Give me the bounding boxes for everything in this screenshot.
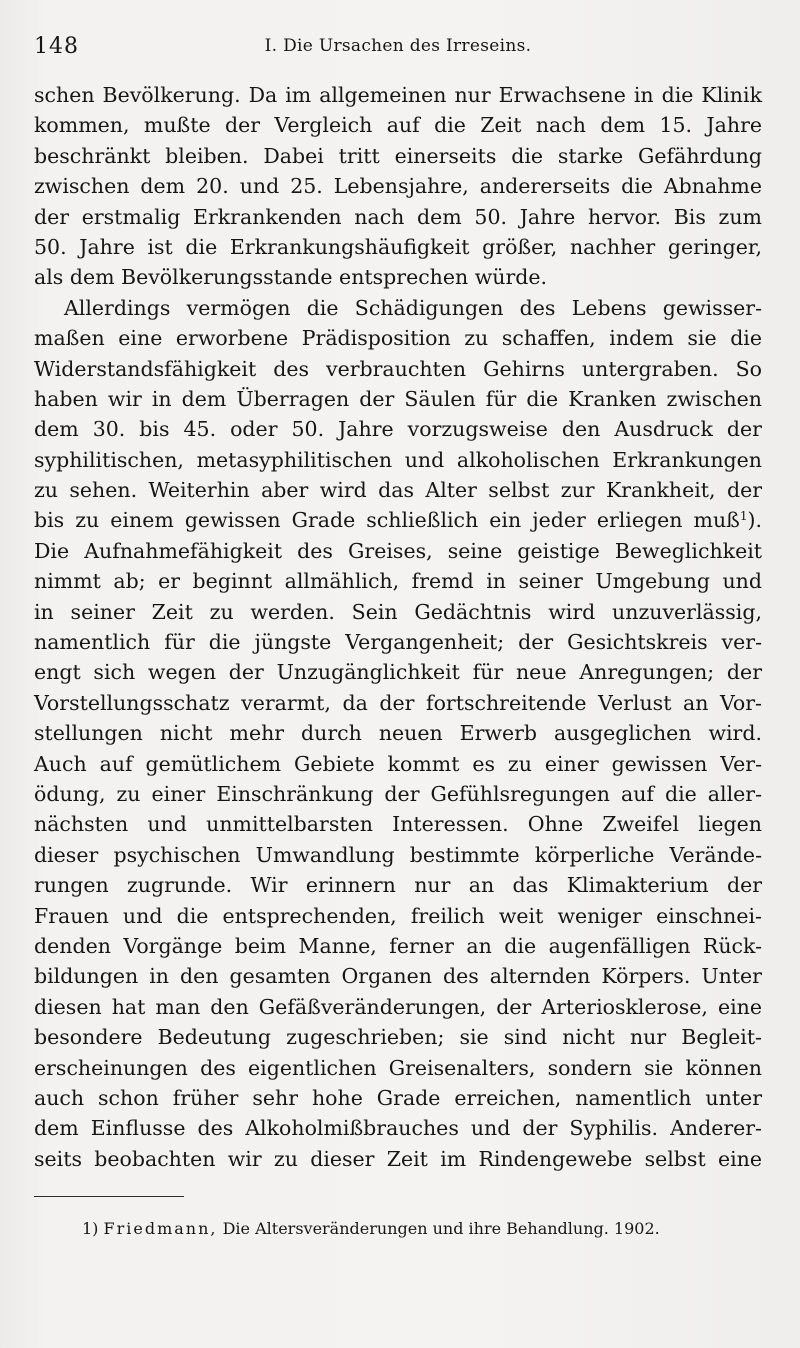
text-line [34,840,762,870]
text-line [34,505,762,535]
text-line-content: kommen, mußte der Vergleich auf die Zeit nach dem 15. Jahre [34,113,762,138]
text-line-content: namentlich für die jüngste Vergangenheit; der Gesichtskreis ver- [34,630,762,655]
text-line [34,293,762,323]
text-line-content: in seiner Zeit zu werden. Sein Gedächtnis wird unzuverlässig, [34,599,762,624]
text-line [34,323,762,353]
text-line-content: diesen hat man den Gefäßveränderungen, der Arteriosklerose, eine [34,994,762,1019]
text-line [34,718,762,748]
text-line-content: stellungen nicht mehr durch neuen Erwerb ausgeglichen wird. [34,721,762,746]
footnote-divider [34,1196,184,1197]
text-line-content: ödung, zu einer Einschränkung der Gefühlsregungen auf die aller- [34,781,762,806]
page-number: 148 [34,34,79,59]
text-line-content: bis zu einem gewissen Grade schließlich ein jeder erliegen muß [34,508,740,533]
text-line [34,931,762,961]
text-line [34,475,762,505]
text-line-content: als dem Bevölkerungsstande entsprechen würde. [34,265,548,290]
text-line-content: haben wir in dem Überragen der Säulen für die Kranken zwischen [34,386,762,411]
text-line-content: schen Bevölkerung. Da im allgemeinen nur Erwachsene in die Klinik [34,83,762,107]
text-line-content: auch schon früher sehr hohe Grade erreichen, namentlich unter [34,1085,762,1110]
body-text [34,80,762,1174]
text-line-content: erscheinungen des eigentlichen Greisenalters, sondern sie können [34,1055,762,1080]
footnote-marker: 1) [82,1219,99,1238]
text-line-content: seits beobachten wir zu dieser Zeit im Rindengewebe selbst eine [34,1146,762,1171]
text-line-content: Die Aufnahmefähigkeit des Greises, seine geistige Beweglichkeit [34,538,762,563]
text-line-content: besondere Bedeutung zugeschrieben; sie sind nicht nur Begleit- [34,1025,762,1050]
text-line [34,1144,762,1174]
text-line [34,202,762,232]
text-line-content: nächsten und unmittelbarsten Interessen. Ohne Zweifel liegen [34,812,762,837]
text-line-content: maßen eine erworbene Prädisposition zu schaffen, indem sie die [34,326,762,351]
text-line [34,870,762,900]
text-line-content: rungen zugrunde. Wir erinnern nur an das Klimakterium der [34,873,762,898]
text-line [34,901,762,931]
text-line [34,1113,762,1143]
text-line [34,749,762,779]
text-line [34,1083,762,1113]
footnote-author: Friedmann, [103,1219,218,1238]
text-line [34,566,762,596]
text-line-content: nimmt ab; er beginnt allmählich, fremd in seiner Umgebung und [34,569,762,594]
text-line [34,110,762,140]
text-line [34,354,762,384]
text-line-content: zu sehen. Weiterhin aber wird das Alter selbst zur Krankheit, der [34,478,762,503]
text-line-content: Auch auf gemütlichem Gebiete kommt es zu einer gewissen Ver- [34,751,762,776]
footnote-title: Die Altersveränderungen und ihre Behandlung. [222,1219,609,1238]
text-line-content: denden Vorgänge beim Manne, ferner an die augenfälligen Rück- [34,933,762,958]
footnote-year: 1902. [613,1219,660,1238]
text-line [34,809,762,839]
text-line [34,657,762,687]
footnote [82,1218,760,1240]
text-line [34,1053,762,1083]
running-head: I. Die Ursachen des Irreseins. [264,36,532,56]
text-line-content: beschränkt bleiben. Dabei tritt einerseits die starke Gefährdung [34,143,762,168]
text-line [34,961,762,991]
text-line [34,627,762,657]
text-line [34,232,762,262]
text-line [34,384,762,414]
text-line-content: engt sich wegen der Unzugänglichkeit für neue Anregungen; der [34,660,762,685]
text-line-content: Frauen und die entsprechenden, freilich weit weniger einschnei- [34,903,762,928]
text-line [34,445,762,475]
text-line-content: bildungen in den gesamten Organen des alternden Körpers. Unter [34,964,762,989]
text-line [34,1022,762,1052]
text-line [34,688,762,718]
text-line [34,536,762,566]
text-line [34,992,762,1022]
text-line [34,414,762,444]
text-line [34,80,762,110]
text-line-suffix: ). [747,508,762,533]
text-line-content: syphilitischen, metasyphilitischen und alkoholischen Erkrankungen [34,447,762,472]
text-line-content: zwischen dem 20. und 25. Lebensjahre, andererseits die Abnahme [34,174,762,199]
text-line [34,262,762,292]
text-line [34,779,762,809]
text-line-content: Allerdings vermögen die Schädigungen des Lebens gewisser- [64,295,762,320]
text-line-content: dieser psychischen Umwandlung bestimmte körperliche Verände- [34,842,762,867]
text-line-content: 50. Jahre ist die Erkrankungshäufigkeit größer, nachher geringer, [34,234,762,259]
text-line [34,171,762,201]
text-line [34,141,762,171]
text-line-content: dem 30. bis 45. oder 50. Jahre vorzugsweise den Ausdruck der [34,417,762,442]
text-line-content: der erstmalig Erkrankenden nach dem 50. Jahre hervor. Bis zum [34,204,762,229]
page-header [34,34,762,58]
text-line-content: Widerstandsfähigkeit des verbrauchten Gehirns untergraben. So [34,356,762,381]
footnote-reference: 1 [739,509,748,524]
text-line-content: Vorstellungsschatz verarmt, da der fortschreitende Verlust an Vor- [34,690,762,715]
text-line-content: dem Einflusse des Alkoholmißbrauches und der Syphilis. Anderer- [34,1116,762,1141]
text-line [34,597,762,627]
